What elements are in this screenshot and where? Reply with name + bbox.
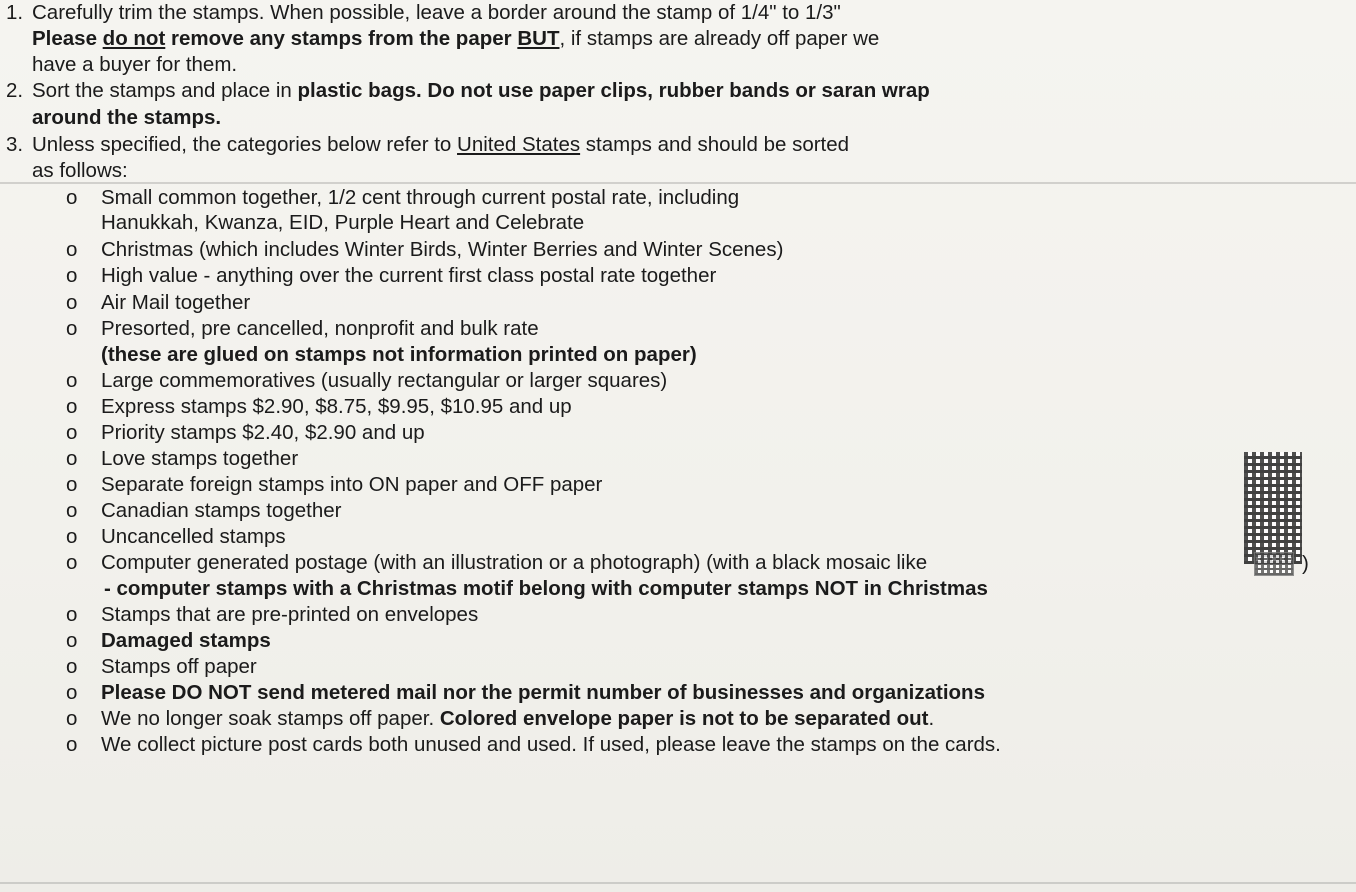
bullet-marker: o — [66, 421, 78, 444]
bullet-presorted-note: (these are glued on stamps not information printed on paper) — [101, 343, 697, 366]
item-number: 2. — [6, 79, 24, 102]
bullet-marker: o — [66, 264, 78, 287]
document-page: 1. Carefully trim the stamps. When possible, leave a border around the stamp of 1/4" to 1/3" Please do not remove any stamps from the paper BUT, if stamps are already off paper we have a buyer for them. 2. Sort the stamps and place in plastic bags. Do not use paper clips, rubber bands or saran wrap around the stamps. 3. Unless specified, the categories below refer to United States stamps and should be sorted as follows: o Small common together, 1/2 cent through current postal rate, including Hanukkah, Kwanza, EID, Purple Heart and Celebrate o Christmas (which includes Winter Birds, Winter Berries and Winter Scenes) o High value - anything over the current first class postal rate together o Air Mail together o Presorted, pre cancelled, nonprofit and bulk rate (these are glued on stamps not information printed on paper) o Large commemoratives (usually rectangular or larger squares) o Express stamps $2.90, $8.75, $9.95, $10.95 and up o Priority stamps $2.40, $2.90 and up o Love stamps together o Separate foreign stamps into ON paper and OFF paper o Canadian stamps together o Uncancelled stamps o Computer generated postage (with an illustration or a photograph) (with a black mosaic like - computer stamps with a Christmas motif belong with computer stamps NOT in Christmas o Stamps that are pre-printed on envelopes o Damaged stamps o Stamps off paper o Please DO NOT send metered mail nor the permit number of businesses and organizations o We no longer soak stamps off paper. Colored envelope paper is not to be separated out. o We collect picture post cards both unused and used. If used, please leave the stamps on the cards. ) — [0, 0, 1356, 892]
bullet-marker: o — [66, 447, 78, 470]
bullet-marker: o — [66, 681, 78, 704]
bullet-marker: o — [66, 655, 78, 678]
item-1-line-3: have a buyer for them. — [32, 53, 238, 76]
paper-fold-line — [0, 182, 1356, 184]
mosaic-example-image — [1254, 552, 1294, 576]
bullet-computer-postage-note: - computer stamps with a Christmas motif belong with computer stamps NOT in Christmas — [104, 577, 988, 600]
bullet-marker: o — [66, 707, 78, 730]
item-3-line-2: as follows: — [32, 159, 128, 182]
bullet-marker: o — [66, 499, 78, 522]
bullet-marker: o — [66, 603, 78, 626]
item-number: 3. — [6, 133, 24, 156]
bullet-marker: o — [66, 317, 78, 340]
bullet-marker: o — [66, 525, 78, 548]
bullet-small-common-cont: Hanukkah, Kwanza, EID, Purple Heart and Celebrate — [101, 211, 585, 234]
bullet-marker: o — [66, 238, 78, 261]
bullet-marker: o — [66, 551, 78, 574]
paper-fold-line — [0, 882, 1356, 884]
item-1-line-2: Please do not remove any stamps from the paper BUT, if stamps are already off paper we — [32, 27, 880, 50]
closing-parenthesis: ) — [1302, 552, 1309, 575]
bullet-marker: o — [66, 473, 78, 496]
mosaic-barcode-image — [1244, 452, 1302, 564]
bullet-marker: o — [66, 733, 78, 756]
item-number: 1. — [6, 1, 24, 24]
bullet-marker: o — [66, 395, 78, 418]
bullet-marker: o — [66, 291, 78, 314]
item-2-line-2: around the stamps. — [32, 106, 222, 129]
bullet-marker: o — [66, 629, 78, 652]
bullet-marker: o — [66, 369, 78, 392]
bullet-marker: o — [66, 186, 78, 209]
